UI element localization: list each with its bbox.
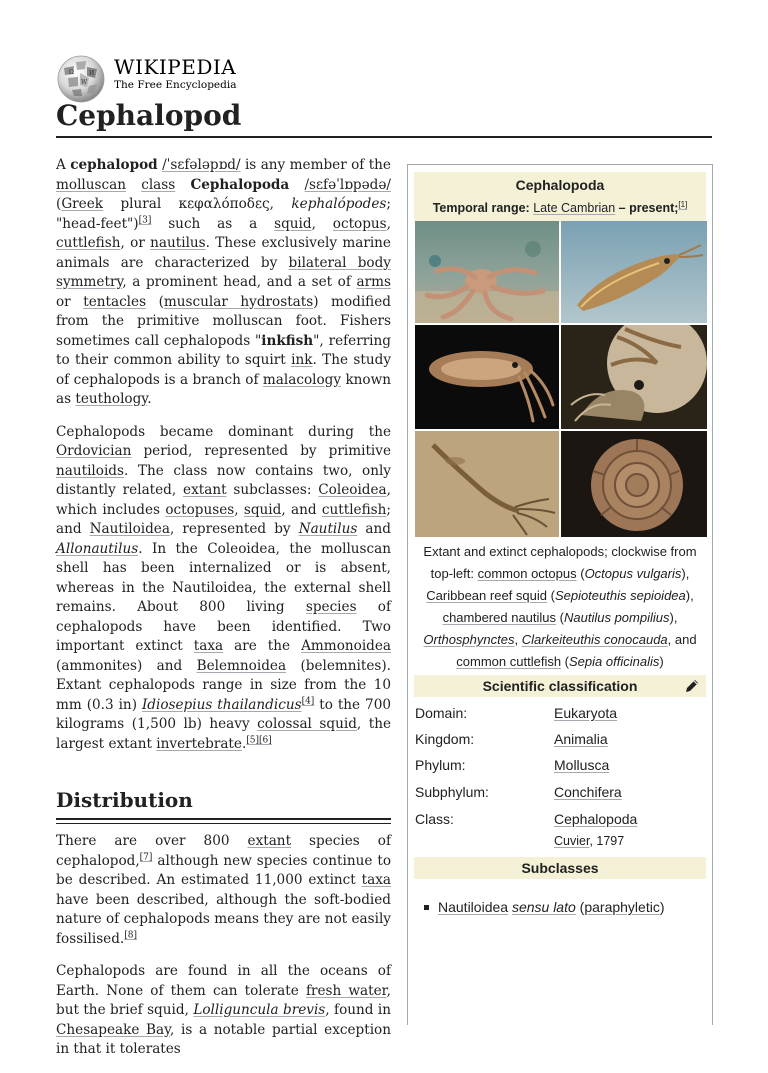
inline-link[interactable]: Orthosphynctes: [423, 632, 515, 647]
temporal-range-label: Temporal range:: [432, 201, 530, 216]
inline-link[interactable]: octopus: [332, 215, 387, 232]
tagline: The Free Encyclopedia: [114, 79, 237, 91]
temporal-range: [414, 196, 706, 217]
inline-link[interactable]: malacology: [262, 371, 342, 388]
inline-link[interactable]: taxa: [193, 638, 224, 654]
inline-link[interactable]: Ordovician: [56, 443, 132, 459]
inline-link[interactable]: molluscan: [56, 176, 126, 193]
reef-squid-photo[interactable]: [561, 221, 707, 323]
reference-link[interactable]: [8]: [124, 929, 138, 940]
paraphyletic-link[interactable]: paraphyletic: [584, 899, 660, 915]
nautilus-photo[interactable]: [561, 325, 707, 429]
taxon-rank-label: Phylum:: [415, 757, 466, 773]
octopus-photo[interactable]: [415, 221, 559, 323]
infobox-image-caption: Extant and extinct cephalopods; clockwise from top-left: common octopus (Octopus vulgaris), Caribbean reef squid (Sepioteuthis sepioidea), chambered nautilus (Nautilus pompilius), Orthosphynctes, Clarkeiteuthis conocauda, and common cuttlefish (Sepia officinalis): [423, 544, 697, 669]
inline-link[interactable]: cuttlefish: [321, 501, 387, 518]
inline-link[interactable]: bilateral body symmetry: [56, 254, 391, 290]
inline-link[interactable]: Nautiloidea: [89, 521, 170, 537]
inline-link[interactable]: teuthology: [75, 391, 148, 407]
inline-link[interactable]: extant: [247, 833, 292, 849]
italic-text: Octopus vulgaris: [584, 566, 682, 581]
ammonite-fossil-photo[interactable]: [561, 431, 707, 537]
wordmark-text: WIKIPEDIA: [114, 55, 237, 79]
inline-link[interactable]: Greek: [61, 196, 103, 212]
authority-link-cuvier[interactable]: Cuvier: [554, 834, 590, 848]
inline-link[interactable]: Allonautilus: [56, 540, 139, 557]
italic-text: Sepia officinalis: [569, 654, 660, 669]
temporal-range-link[interactable]: Late Cambrian: [533, 201, 616, 216]
bold-text: inkfish: [261, 332, 314, 349]
inline-link[interactable]: Nautilus: [298, 521, 358, 537]
subclass-link-nautiloidea[interactable]: Nautiloidea: [438, 899, 509, 915]
inline-link[interactable]: nautilus: [150, 235, 206, 251]
inline-link[interactable]: common cuttlefish: [456, 654, 562, 669]
inline-link[interactable]: tentacles: [83, 293, 147, 310]
inline-link[interactable]: Clarkeiteuthis conocauda: [521, 632, 668, 647]
subclass-list-item: Nautiloidea sensu lato (paraphyletic): [438, 897, 665, 917]
inline-link[interactable]: squid: [243, 501, 282, 518]
reference-link[interactable]: [5][6]: [246, 734, 272, 745]
bold-text: Cephalopoda: [190, 176, 290, 193]
page-title: Cephalopod: [56, 96, 712, 138]
inline-link[interactable]: arms: [356, 274, 391, 290]
temporal-range-ref[interactable]: [1]: [678, 200, 688, 209]
intro-paragraph-2: Cephalopods became dominant during the Ordovician period, represented by primitive nautiloids. The class now contains two, only distantly related, extant subclasses: Coleoidea, which includes octopuses, squid, and cuttlefish; and Nautiloidea, represented by Nautilus and Allonautilus. In the Coleoidea, the molluscan shell has been internalized or is absent, whereas in the Nautiloidea, the external shell remains. About 800 living species of cephalopods have been identified. Two important extinct taxa are the Ammonoidea (ammonites) and Belemnoidea (belemnites). Extant cephalopods range in size from the 10 mm (0.3 in) Idiosepius thailandicus[4] to the 700 kilograms (1,500 lb) heavy colossal squid, the largest extant invertebrate.[5][6]: [56, 423, 392, 752]
authority-year: , 1797: [589, 834, 625, 848]
scientific-classification-header: [414, 675, 706, 697]
taxon-link-cephalopoda[interactable]: Cephalopoda: [554, 811, 638, 827]
inline-link[interactable]: muscular hydrostats: [163, 293, 314, 310]
cuttlefish-photo[interactable]: [415, 325, 559, 429]
italic-text: Nautilus pompilius: [563, 610, 670, 625]
wikipedia-wordmark[interactable]: [114, 56, 236, 92]
inline-link[interactable]: octopuses: [165, 501, 235, 518]
inline-link[interactable]: Lolliguncula brevis: [193, 1002, 326, 1018]
inline-link[interactable]: nautiloids: [56, 462, 124, 479]
inline-link[interactable]: common octopus: [477, 566, 577, 581]
clarkeiteuthis-fossil-photo[interactable]: [415, 431, 559, 537]
italic-text: Sepioteuthis sepioidea: [554, 588, 686, 603]
infobox: [407, 164, 713, 1025]
bold-text: cephalopod: [70, 157, 158, 173]
inline-link[interactable]: invertebrate: [156, 735, 242, 752]
svg-text:W: W: [81, 79, 88, 86]
svg-text:И: И: [89, 70, 95, 77]
inline-link[interactable]: Caribbean reef squid: [426, 588, 547, 603]
reference-link[interactable]: [7]: [139, 851, 153, 862]
subclasses-header: Subclasses: [414, 857, 706, 879]
inline-link[interactable]: ink: [291, 352, 313, 368]
taxon-rank-label: Subphylum:: [415, 784, 489, 800]
taxon-rank-label: Domain:: [415, 705, 468, 721]
distribution-paragraph-2: Cephalopods are found in all the oceans of Earth. None of them can tolerate fresh water, but the brief squid, Lolliguncula brevis, found in Chesapeake Bay, is a notable partial exception in that it tolerates: [56, 963, 392, 1057]
inline-link[interactable]: fresh water: [305, 982, 387, 999]
taxon-link-mollusca[interactable]: Mollusca: [554, 757, 610, 773]
inline-link[interactable]: Belemnoidea: [196, 657, 287, 674]
edit-pencil-icon[interactable]: [684, 678, 700, 694]
inline-link[interactable]: Ammonoidea: [301, 638, 392, 654]
taxon-rank-label: Class:: [415, 811, 454, 827]
article-body: [56, 156, 391, 1073]
infobox-header: [414, 172, 706, 223]
scientific-classification-title: Scientific classification: [482, 678, 638, 694]
reference-link[interactable]: [4]: [301, 695, 315, 706]
inline-link[interactable]: colossal squid: [257, 716, 357, 732]
taxon-link-conchifera[interactable]: Conchifera: [554, 784, 622, 800]
reference-link[interactable]: [3]: [138, 214, 152, 225]
inline-link[interactable]: Idiosepius thailandicus: [141, 696, 302, 713]
section-heading-distribution: Distribution: [56, 786, 391, 820]
taxon-link-eukaryota[interactable]: Eukaryota: [554, 705, 618, 721]
inline-link[interactable]: squid: [274, 215, 312, 232]
inline-link[interactable]: extant: [183, 482, 227, 498]
intro-paragraph-1: A cephalopod /ˈsɛfələpɒd/ is any member of the molluscan class Cephalopoda /sɛfəˈlɒpədə/ (Greek plural κεφαλόποδες, kephalópodes; "head-feet")[3] such as a squid, octopus, cuttlefish, or nautilus. These exclusively marine animals are characterized by bilateral body symmetry, a prominent head, and a set of arms or tentacles (muscular hydrostats) modified from the primitive molluscan foot. Fishers sometimes call cephalopods "inkfish", referring to their common ability to squirt ink. The study of cephalopods is a branch of malacology known as teuthology.: [56, 157, 392, 407]
inline-link[interactable]: taxa: [361, 872, 391, 888]
inline-link[interactable]: /ˈsɛfələpɒd/: [162, 157, 241, 173]
distribution-paragraph-1: There are over 800 extant species of cephalopod,[7] although new species continue to be described. An estimated 11,000 extinct taxa have been described, although the soft-bodied nature of cephalopods means they are not easily fossilised.[8]: [56, 833, 392, 947]
infobox-title: Cephalopoda: [515, 177, 605, 193]
inline-link[interactable]: Coleoidea: [318, 482, 387, 498]
inline-link[interactable]: class: [141, 176, 176, 193]
sensu-lato-link[interactable]: sensu lato: [511, 899, 576, 915]
inline-link[interactable]: cuttlefish: [56, 235, 121, 251]
temporal-range-rest: – present;: [615, 201, 679, 216]
inline-link[interactable]: Chesapeake Bay: [56, 1021, 171, 1038]
taxon-link-animalia[interactable]: Animalia: [554, 731, 608, 747]
svg-text:Ω: Ω: [69, 69, 74, 76]
italic-text: kephalópodes: [291, 196, 387, 212]
bullet: [424, 905, 429, 910]
taxon-authority: [554, 832, 624, 850]
inline-link[interactable]: species: [305, 599, 357, 615]
cephalopod-photo-grid: [415, 221, 707, 537]
inline-link[interactable]: /sɛfəˈlɒpədə/: [304, 176, 391, 193]
taxon-rank-label: Kingdom:: [415, 731, 475, 747]
inline-link[interactable]: chambered nautilus: [442, 610, 557, 625]
